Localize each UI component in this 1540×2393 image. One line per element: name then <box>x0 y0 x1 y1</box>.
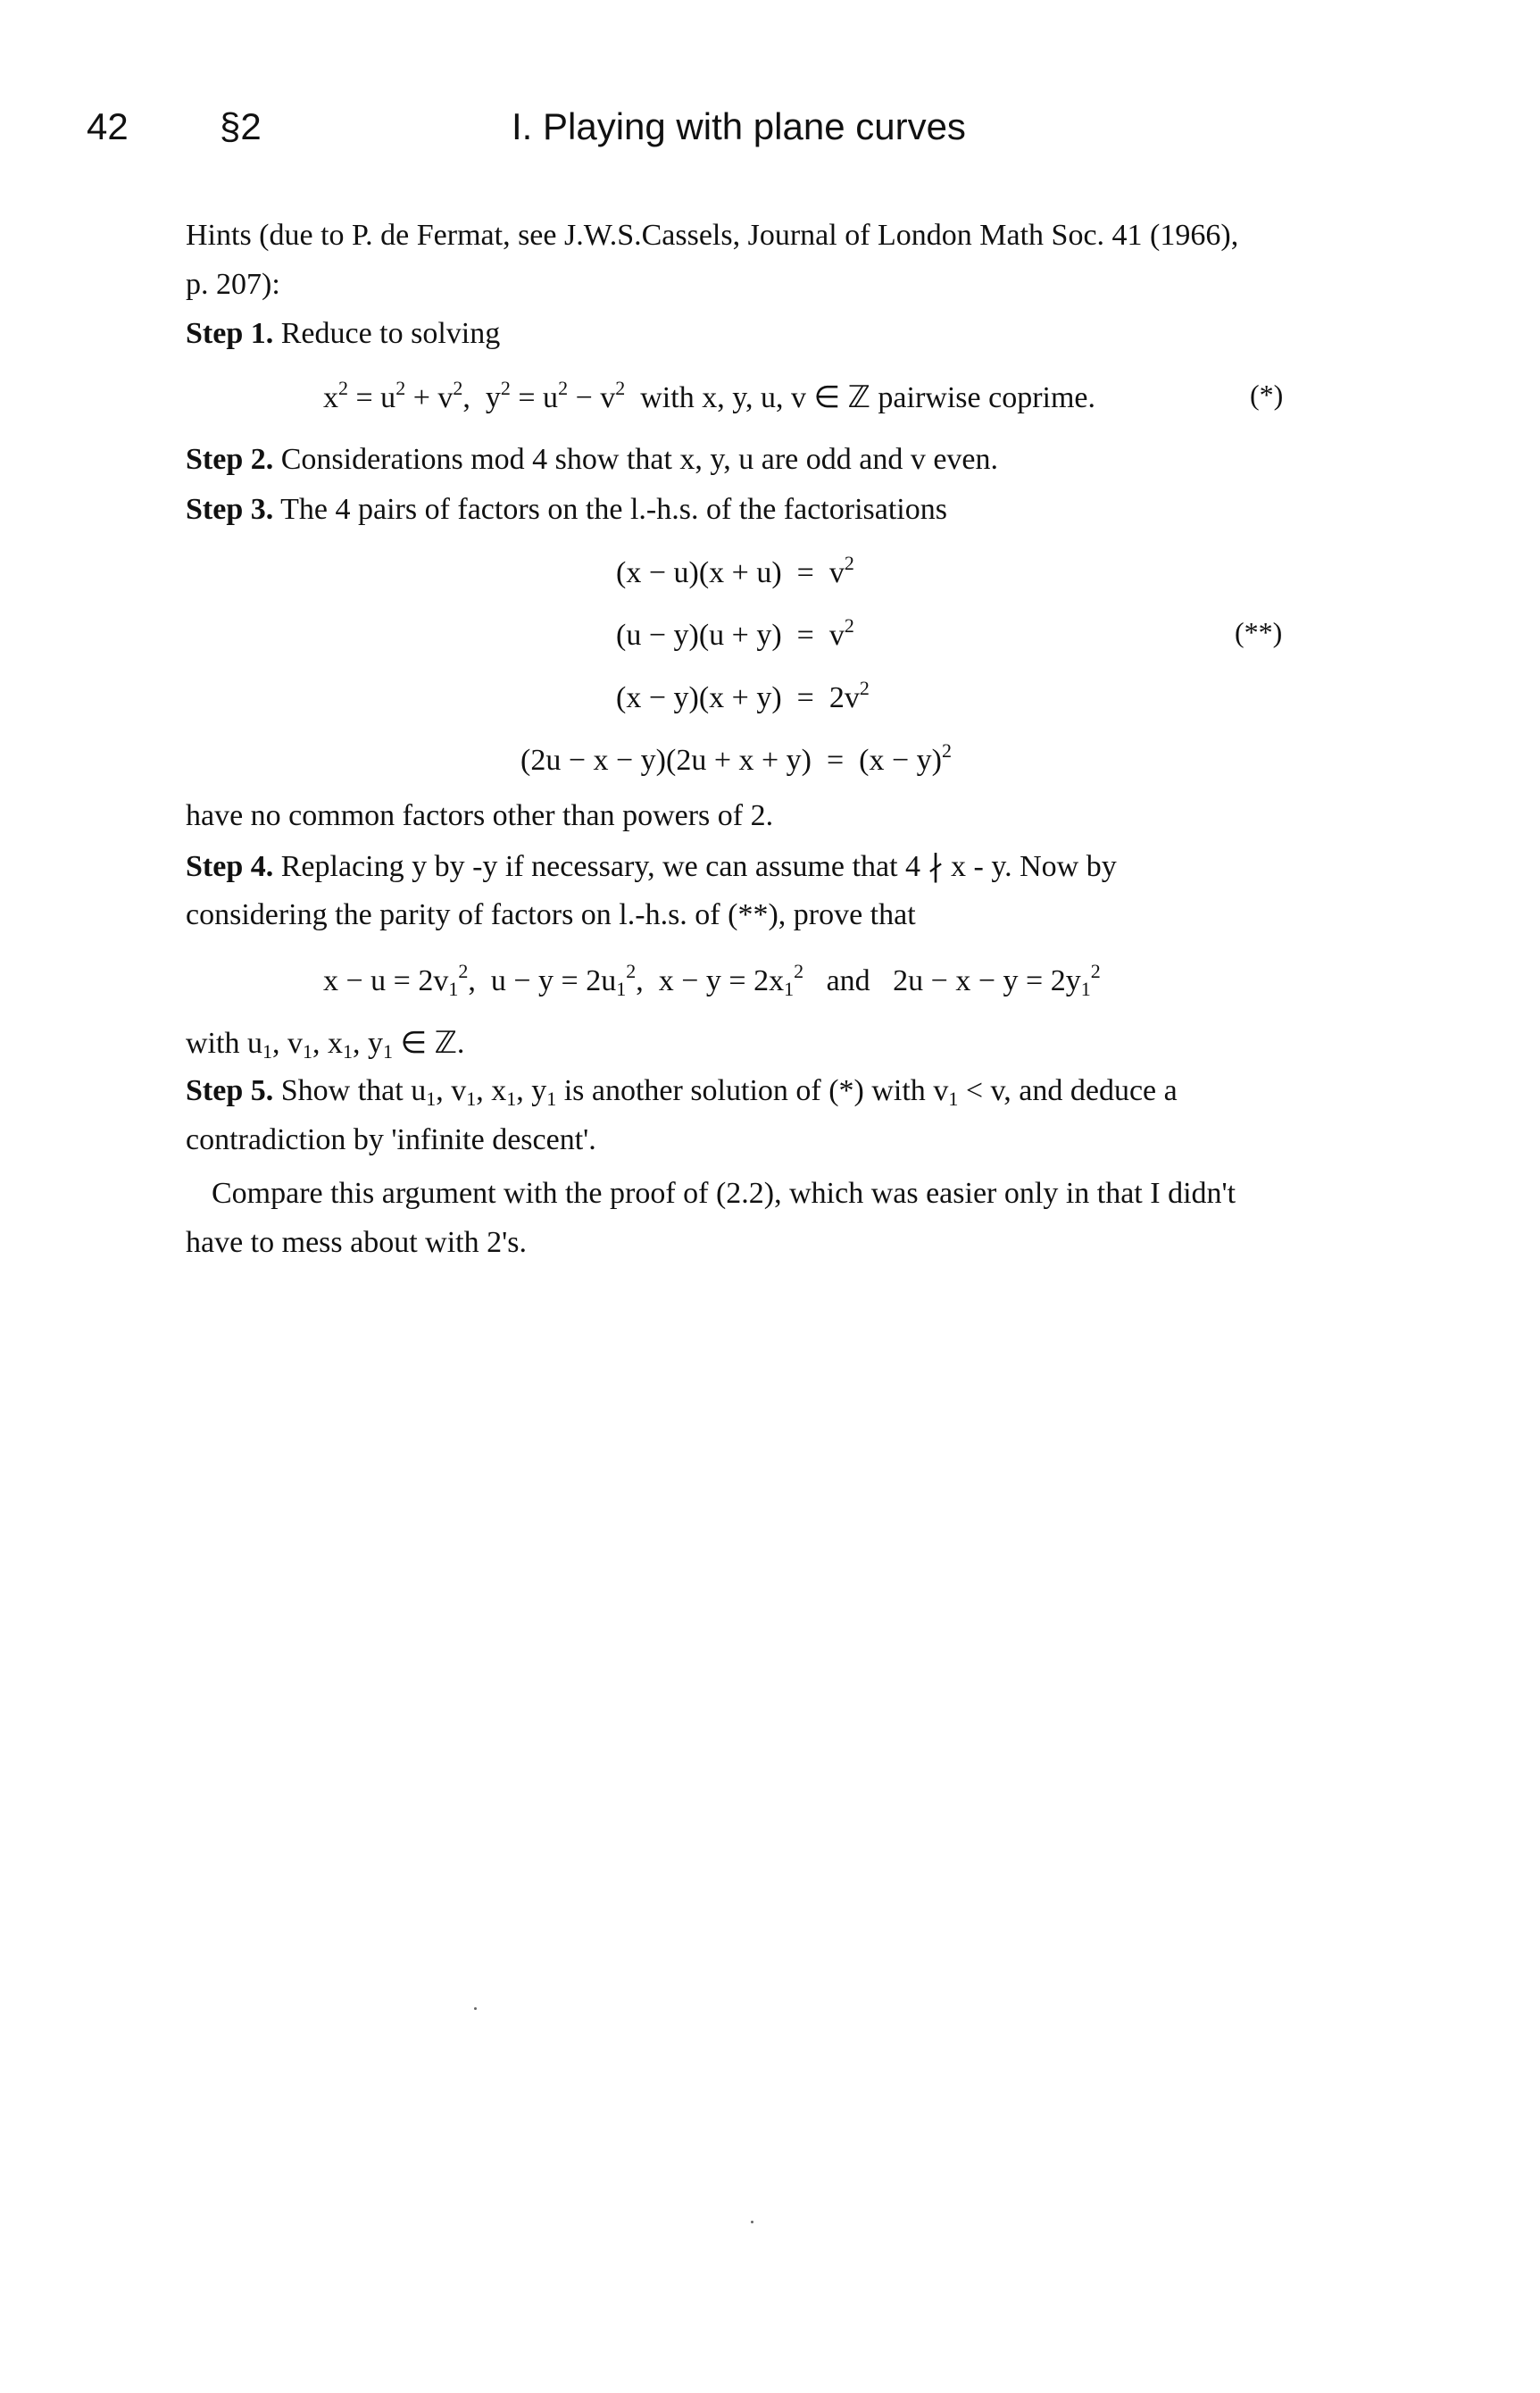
step5-line1: Step 5. Show that $u_1$, $v_1$, $x_1$, $y_1$ is another solution of (*) with $v_1 < v$, and deduce a <box>186 1074 1178 1110</box>
step2-text: Considerations mod 4 show that x, y, u are odd and v even. <box>280 443 999 476</box>
step4-label: Step 4. <box>186 850 274 883</box>
with-line: with $u_1$, $v_1$, $x_1$, $y_1$ ∈ ℤ. <box>186 1027 465 1063</box>
step3-after: have no common factors other than powers of 2. <box>186 799 774 832</box>
step4-line1 <box>186 848 1117 884</box>
tag-double-star: (**) <box>1235 616 1283 648</box>
compare-line1: Compare this argument with the proof of (2.2), which was easier only in that I didn't <box>212 1177 1236 1210</box>
step5-text-b: is another solution of (*) with <box>563 1074 926 1107</box>
equation-substitutions: $x - u = 2v_1^2$, $u - y = 2u_1^2$, $x - y = 2x_1^2$ and $2u - x - y = 2y_1^2$ <box>323 960 1101 1000</box>
equation-star: $x^2 = u^2 + v^2$, $y^2 = u^2 - v^2$ with x, y, u, v ∈ ℤ pairwise coprime. <box>323 377 1096 414</box>
chapter-title: I. Playing with plane curves <box>512 105 966 147</box>
speck <box>751 2221 753 2223</box>
equation-star-text: with x, y, u, v ∈ ℤ pairwise coprime. <box>640 381 1096 414</box>
factorisation-1: $(x - u)(x + u) = v^2$ <box>616 552 854 589</box>
step4-line2: considering the parity of factors on l.-h.s. of (**), prove that <box>186 898 916 931</box>
factorisation-3: $(x - y)(x + y) = 2v^2$ <box>616 677 870 714</box>
hints-intro-line2: p. 207): <box>186 268 280 301</box>
and-word: and <box>826 964 870 997</box>
speck <box>474 2007 477 2010</box>
step5-line2: contradiction by 'infinite descent'. <box>186 1123 596 1156</box>
step3-text: The 4 pairs of factors on the l.-h.s. of the factorisations <box>280 493 947 526</box>
step2-label: Step 2. <box>186 443 274 476</box>
hints-intro-line1: Hints (due to P. de Fermat, see J.W.S.Cassels, Journal of London Math Soc. 41 (1966), <box>186 219 1239 252</box>
section-number: §2 <box>220 105 262 147</box>
compare-line2: have to mess about with 2's. <box>186 1226 527 1259</box>
step5-text-a: Show that <box>280 1074 404 1107</box>
step1-label: Step 1. <box>186 317 274 350</box>
with-word: with <box>186 1027 240 1060</box>
factorisation-2: $(u - y)(u + y) = v^2$ <box>616 614 854 652</box>
step1-text: Reduce to solving <box>280 317 501 350</box>
step5-label: Step 5. <box>186 1074 274 1107</box>
page-number: 42 <box>87 105 129 147</box>
factorisation-4: $(2u - x - y)(2u + x + y) = (x - y)^2$ <box>520 739 952 777</box>
step2-line <box>186 443 998 477</box>
tag-star: (*) <box>1250 379 1284 411</box>
step4-text-line1: Replacing y by -y if necessary, we can assume that 4 ∤ x - y. Now by <box>280 850 1117 883</box>
step3-label: Step 3. <box>186 493 274 526</box>
step3-line <box>186 493 947 527</box>
step1-line <box>186 317 500 351</box>
step5-text-c: , and deduce a <box>1003 1074 1178 1107</box>
